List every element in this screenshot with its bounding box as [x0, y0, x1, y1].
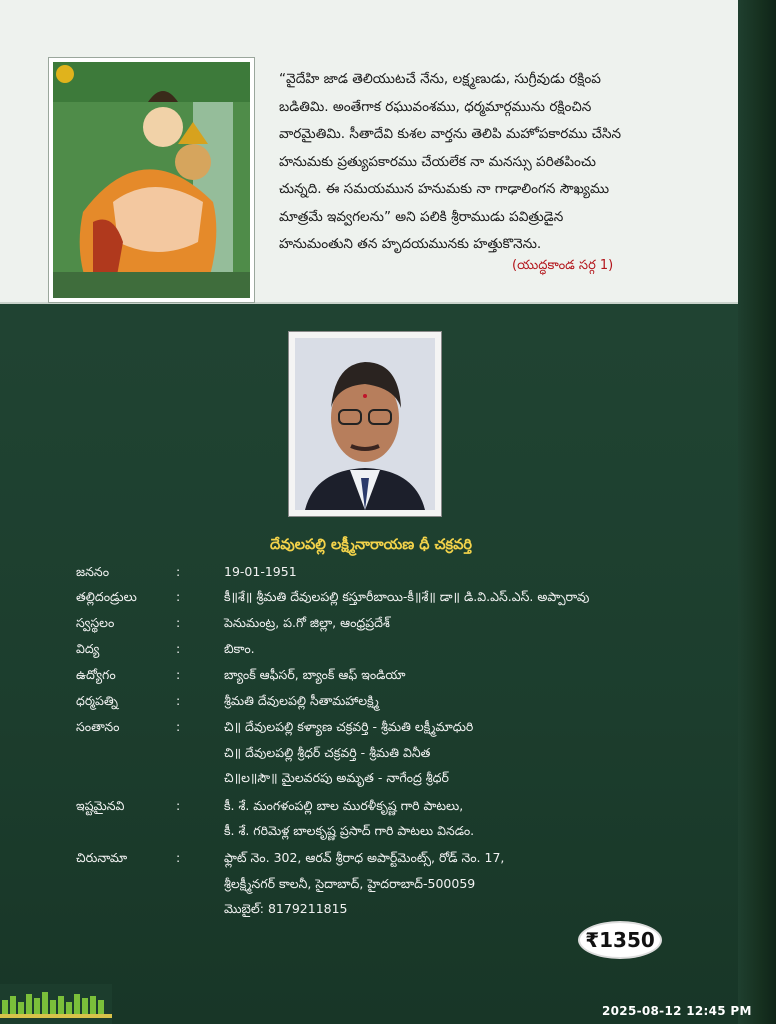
quote-panel — [0, 0, 738, 304]
quote-line: “వైదేహి జాడ తెలియుటచే నేను, లక్ష్మణుడు, సుగ్రీవుడు రక్షింప — [279, 71, 601, 87]
bio-label: జననం — [76, 564, 110, 579]
bio-value: కీ॥శే॥ శ్రీమతి దేవులపల్లి కస్తూరీబాయి-కీ॥శే॥ డా॥ డి.వి.ఎస్.ఎస్. అప్పారావు — [224, 589, 590, 604]
rama-hanuman-illustration — [53, 62, 250, 298]
bio-label: స్వస్థలం — [76, 615, 115, 630]
bio-colon: : — [176, 850, 181, 865]
bio-colon: : — [176, 667, 181, 682]
bio-value: చి॥ దేవులపల్లి శ్రీధర్ చక్రవర్తి - శ్రీమతి వినీత — [224, 745, 431, 760]
bio-value: బికాం. — [224, 641, 255, 656]
quote-line: వారమైతిమి. సీతాదేవి కుశల వార్తను తెలిపి మహోపకారము చేసిన — [279, 126, 622, 142]
bio-value: శ్రీలక్ష్మీనగర్ కాలనీ, సైదాబాద్, హైదరాబాద్-500059 — [224, 876, 476, 891]
bio-label: ధర్మపత్ని — [76, 693, 119, 708]
quote-line: బడితిమి. అంతేగాక రఘువంశము, ధర్మమార్గమును రక్షించిన — [279, 98, 592, 115]
bio-value: మొబైల్: 8179211815 — [224, 901, 348, 916]
quote-line: హనుమంతుని తన హృదయమునకు హత్తుకొనెను. — [279, 236, 542, 252]
bio-value: శ్రీమతి దేవులపల్లి సీతామహాలక్ష్మి — [224, 693, 379, 708]
book-spine — [738, 0, 776, 1024]
bio-value: పెనుమంట్ర, ప.గో జిల్లా, ఆంధ్రప్రదేశ్ — [224, 615, 390, 630]
bio-colon: : — [176, 615, 181, 630]
capture-timestamp: 2025-08-12 12:45 PM — [602, 1004, 752, 1018]
quote-line: మాత్రమే ఇవ్వగలను” అని పలికి శ్రీరాముడు పవిత్రుడైన — [279, 208, 564, 225]
bio-label: సంతానం — [76, 719, 120, 734]
bio-label: చిరునామా — [76, 850, 128, 865]
price-badge: ₹1350 — [578, 921, 662, 959]
bio-label: విద్య — [76, 641, 100, 656]
author-photo — [288, 331, 442, 517]
quote-line: చున్నది. ఈ సమయమున హనుమకు నా గాఢాలింగన సౌఖ్యము — [279, 181, 610, 197]
bio-value: కీ. శే. మంగళంపల్లి బాల మురళీకృష్ణ గారి పాటలు, — [224, 798, 464, 813]
publisher-logo — [0, 984, 112, 1024]
bio-label: ఇష్టమైనవి — [76, 798, 125, 813]
bio-value: చి॥ దేవులపల్లి కళ్యాణ చక్రవర్తి - శ్రీమతి లక్ష్మీమాధురి — [224, 719, 474, 734]
bio-label: తల్లిదండ్రులు — [76, 589, 137, 604]
bio-colon: : — [176, 798, 181, 813]
bio-value: చి॥ల॥సౌ॥ మైలవరపు అమృత - నాగేంద్ర శ్రీధర్ — [224, 770, 449, 785]
bio-colon: : — [176, 589, 181, 604]
bio-label: ఉద్యోగం — [76, 667, 116, 682]
author-name: దేవులపల్లి లక్ష్మీనారాయణ ధీ చక్రవర్తి — [270, 537, 473, 553]
bio-colon: : — [176, 641, 181, 656]
bio-colon: : — [176, 564, 181, 579]
bio-value: బ్యాంక్ ఆఫీసర్, బ్యాంక్ ఆఫ్ ఇండియా — [224, 667, 406, 682]
bio-value: కీ. శే. గరిమెళ్ల బాలకృష్ణ ప్రసాద్ గారి పాటలు వినడం. — [224, 823, 475, 838]
quote-reference: (యుద్ధకాండ సర్గ 1) — [512, 258, 614, 273]
quote-line: హనుమకు ప్రత్యుపకారము చేయలేక నా మనస్సు పరితపించు — [279, 153, 596, 170]
author-portrait — [295, 338, 435, 510]
ramayana-quote — [279, 66, 725, 259]
bio-value: 19-01-1951 — [224, 564, 297, 579]
bio-colon: : — [176, 693, 181, 708]
bio-value: ఫ్లాట్ నెం. 302, ఆరవ్ శ్రీరాధ అపార్ట్‌మెంట్స్, రోడ్ నెం. 17, — [224, 850, 505, 865]
rama-hanuman-painting — [48, 57, 255, 303]
bio-colon: : — [176, 719, 181, 734]
